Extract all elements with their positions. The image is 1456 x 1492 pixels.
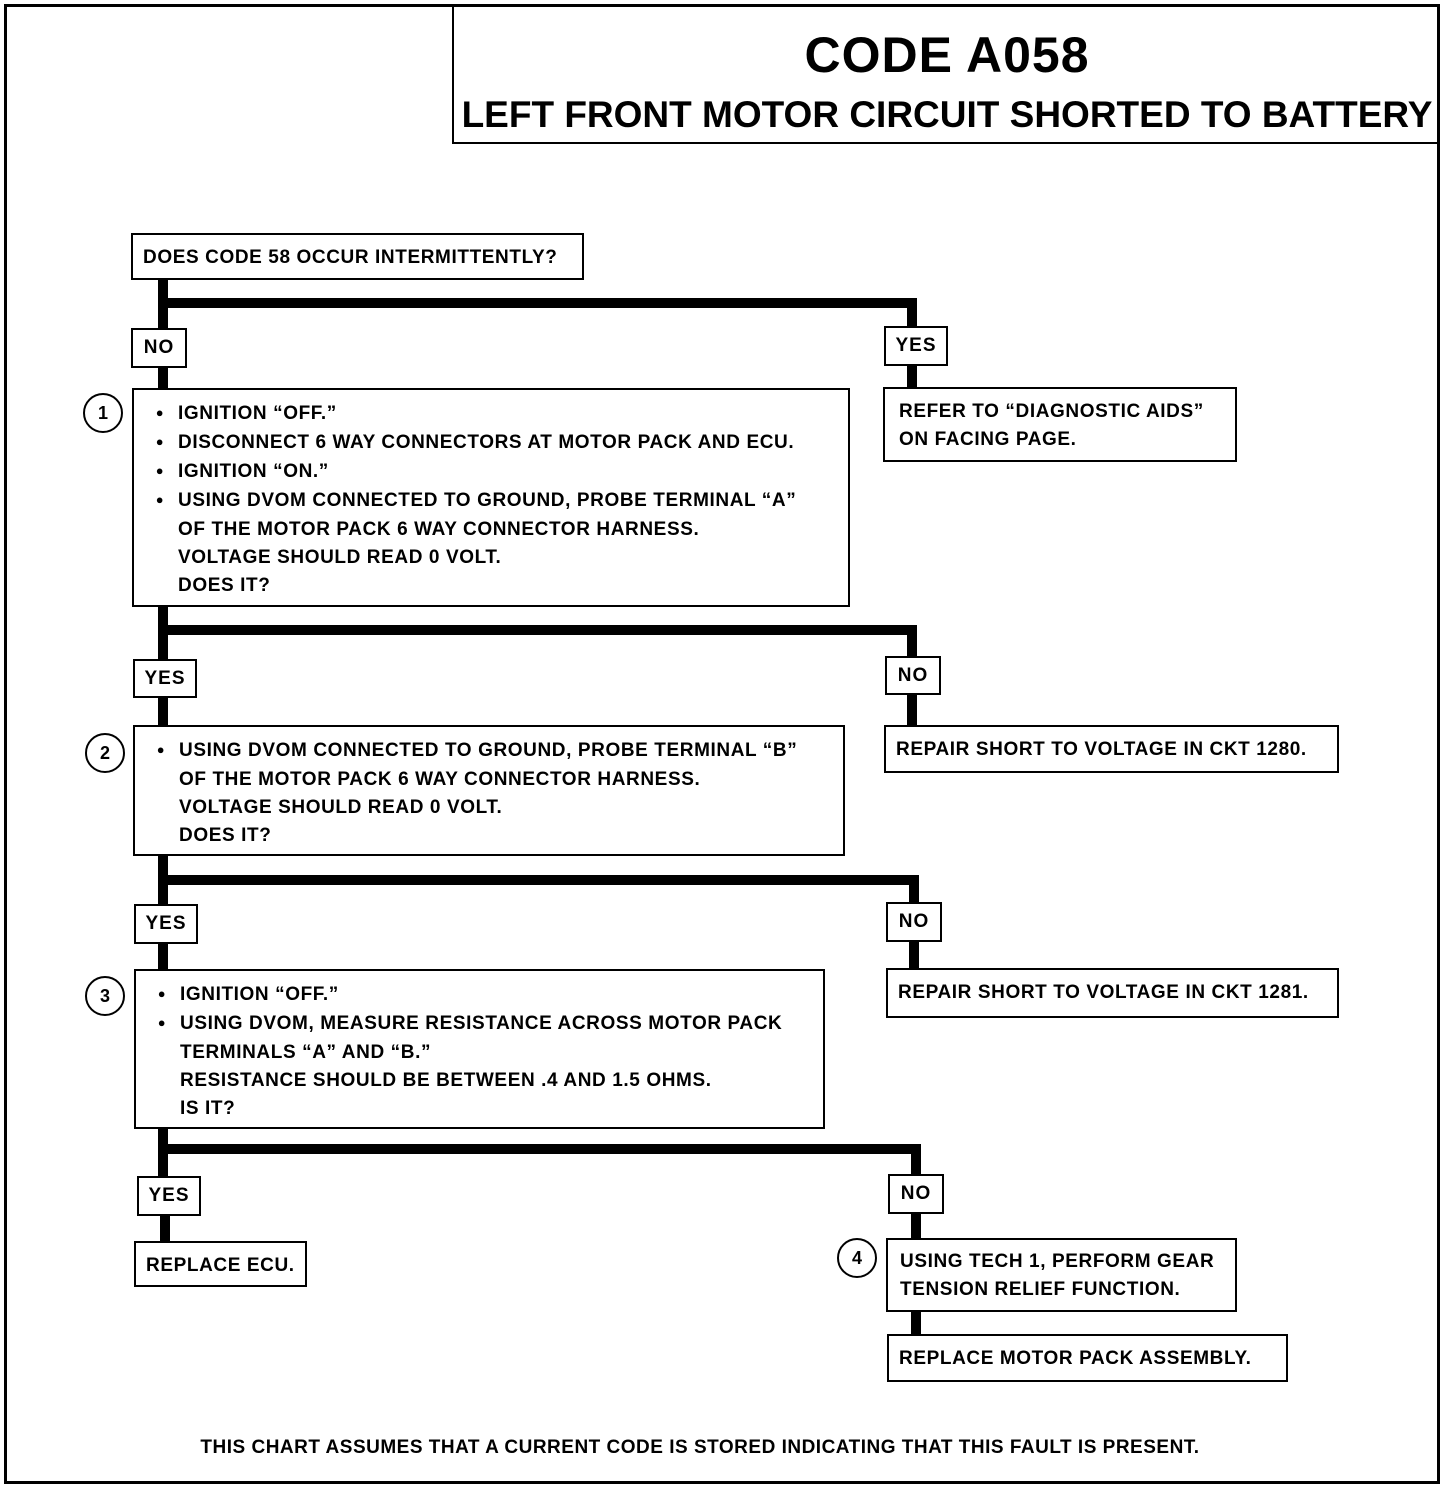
step-text: USING DVOM, MEASURE RESISTANCE ACROSS MOTOR PACK [180,1013,783,1034]
result-text: REPAIR SHORT TO VOLTAGE IN CKT 1281. [898,982,1309,1003]
connector-line [158,942,168,972]
step-line [142,429,840,458]
step-text: IGNITION “ON.” [178,461,329,482]
connector-line [907,298,917,328]
step-text: OF THE MOTOR PACK 6 WAY CONNECTOR HARNESS. [179,769,701,790]
bullet [144,981,180,1010]
result-text: REPAIR SHORT TO VOLTAGE IN CKT 1280. [896,739,1307,760]
chart-footnote: THIS CHART ASSUMES THAT A CURRENT CODE IS STORED INDICATING THAT THIS FAULT IS PRESENT. [200,1437,1200,1458]
connector-line [907,694,917,726]
result-text: REPLACE MOTOR PACK ASSEMBLY. [899,1348,1252,1369]
bullet [142,458,178,487]
step-line [142,487,840,516]
step-text: USING DVOM CONNECTED TO GROUND, PROBE TERMINAL “A” [178,490,797,511]
bullet [143,737,179,766]
connector-line [158,298,916,308]
connector-line [907,365,917,389]
step-line [144,1095,815,1123]
result-repair-ckt-1281 [886,968,1339,1018]
step-text: OF THE MOTOR PACK 6 WAY CONNECTOR HARNESS. [178,519,700,540]
step-text: RESISTANCE SHOULD BE BETWEEN .4 AND 1.5 OHMS. [180,1070,712,1091]
step-line [142,544,840,572]
branch-label-yes: YES [133,659,197,698]
connector-line [158,1144,920,1154]
fault-description: LEFT FRONT MOTOR CIRCUIT SHORTED TO BATTERY [461,94,1433,135]
result-replace-ecu [134,1241,307,1287]
step-text: VOLTAGE SHOULD READ 0 VOLT. [178,547,502,568]
result-repair-ckt-1280 [884,725,1339,773]
result-text: ON FACING PAGE. [899,429,1077,450]
connector-line [911,1212,921,1240]
step-text: IGNITION “OFF.” [178,403,337,424]
step-line [143,737,835,766]
start-question-box [131,233,584,280]
step-line [142,516,840,544]
step-line [143,794,835,822]
result-diagnostic-aids [883,387,1237,462]
step-3-box [134,969,825,1129]
bullet [142,400,178,429]
branch-label-no: NO [886,902,942,942]
step-4-box [886,1238,1237,1312]
branch-label-no: NO [888,1174,944,1214]
connector-line [909,940,919,968]
connector-line [909,875,919,905]
branch-label-no: NO [131,328,187,368]
step-number-1: 1 [83,393,123,433]
result-text: REPLACE ECU. [146,1255,295,1276]
connector-line [158,697,168,727]
branch-label-no: NO [885,656,941,695]
step-text: DOES IT? [179,825,272,846]
step-line [144,1067,815,1095]
step-text: DISCONNECT 6 WAY CONNECTORS AT MOTOR PACK AND ECU. [178,432,795,453]
step-text: IS IT? [180,1098,236,1119]
step-text: IGNITION “OFF.” [180,984,339,1005]
step-line [144,981,815,1010]
step-2-box [133,725,845,856]
step-line [143,766,835,794]
step-line [142,458,840,487]
result-replace-motor-pack [887,1334,1288,1382]
connector-line [160,1215,170,1243]
step-line [142,400,840,429]
start-question: DOES CODE 58 OCCUR INTERMITTENTLY? [143,247,558,268]
bullet [142,429,178,458]
code-title: CODE A058 [804,27,1090,83]
branch-label-yes: YES [134,904,198,944]
step-number-3: 3 [85,976,125,1016]
connector-line [907,625,917,659]
step-number-2: 2 [85,733,125,773]
step-1-box [132,388,850,607]
connector-line [911,1144,921,1176]
branch-label-yes: YES [137,1176,201,1216]
step-line [142,572,840,600]
bullet [142,487,178,516]
step-line [144,1039,815,1067]
step-line [144,1010,815,1039]
result-text: REFER TO “DIAGNOSTIC AIDS” [899,401,1204,422]
step-text: TENSION RELIEF FUNCTION. [900,1279,1181,1300]
bullet [144,1010,180,1039]
step-line [143,822,835,850]
branch-label-yes: YES [884,326,948,366]
step-text: USING TECH 1, PERFORM GEAR [900,1251,1215,1272]
connector-line [158,625,916,635]
connector-line [158,875,918,885]
step-text: VOLTAGE SHOULD READ 0 VOLT. [179,797,503,818]
step-text: USING DVOM CONNECTED TO GROUND, PROBE TERMINAL “B” [179,740,798,761]
step-number-4: 4 [837,1238,877,1278]
step-text: TERMINALS “A” AND “B.” [180,1042,432,1063]
step-text: DOES IT? [178,575,271,596]
